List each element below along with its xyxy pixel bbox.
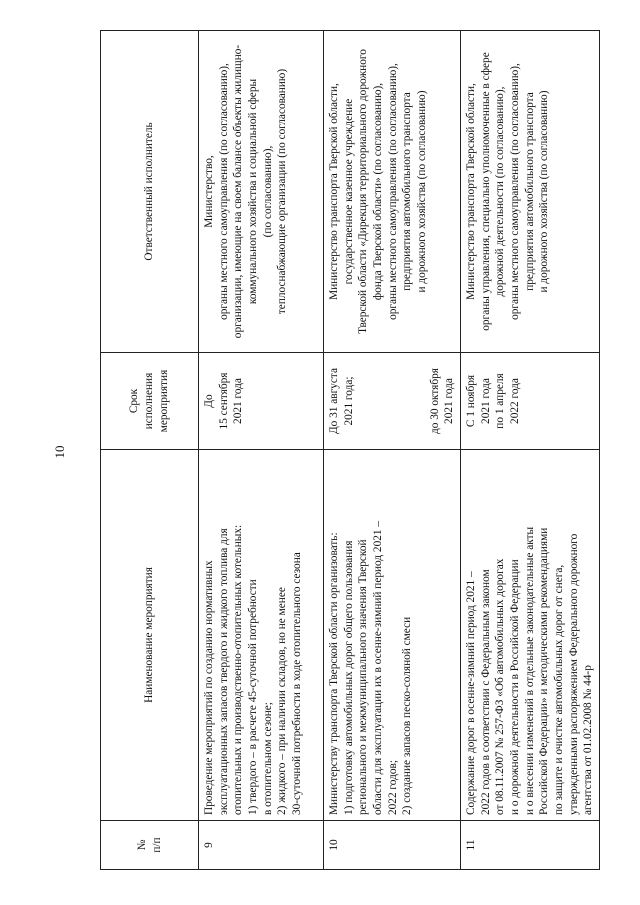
row-term: До 15 сентября 2021 года [199,353,324,450]
row-number: 10 [324,821,461,870]
table-row [199,31,324,870]
row-measure-name: Министерству транспорта Тверской области организовать: 1) подготовку автомобильных дорог общего пользования регионального и межмуниципального значения Тверской области для эксплуатации их в осенне-зимний период 2021 – 2022 годов; 2) создание запасов песко-соляной смеси [324,450,461,821]
measures-table [100,30,600,870]
row-measure-name: Проведение мероприятий по созданию нормативных эксплуатационных запасов твердого и жидкого топлива для отопительных и производственно-отопительных котельных: 1) твердого – в расчете 45-суточной потребности в отопительном сезоне; 2) жидкого – при наличии складов, но не менее 30-суточной потребности в ходе отопительного сезона [199,450,324,821]
header-responsible: Ответственный исполнитель [101,31,199,353]
table-row [461,31,600,870]
page-number: 10 [52,445,67,459]
row-term: С 1 ноября 2021 года по 1 апреля 2022 года [461,353,600,450]
table-header-row [101,31,199,870]
row-number: 9 [199,821,324,870]
table-row [324,31,461,870]
row-term [324,353,461,450]
header-measure-name: Наименование мероприятия [101,450,199,821]
row-responsible: Министерство транспорта Тверской области, органы управления, специально уполномоченные в сфере дорожной деятельности (по согласованию), органы местного самоуправления (по согласованию), предприятия автомобильного транспорта и дорожного хозяйства (по согласованию) [461,31,600,353]
row-responsible: Министерство, органы местного самоуправления (по согласованию), организации, имеющие на своем балансе объекты жилищно- коммунального хозяйства и социальной сферы (по согласованию), теплоснабжающие организации (по согласованию) [199,31,324,353]
row-measure-name: Содержание дорог в осенне-зимний период 2021 – 2022 годов в соответствии с Федеральным законом от 08.11.2007 № 257-ФЗ «Об автомобильных дорогах и о дорожной деятельности в Российской Федерации и о внесении изменений в отдельные законодательные акты Российской Федерации» и методическими рекомендациями по защите и очистке автомобильных дорог от снега, утвержденными распоряжением Федерального дорожного агентства от 01.02.2008 № 44-р [461,450,600,821]
row-responsible: Министерство транспорта Тверской области, государственное казенное учреждение Тверской области «Дирекция территориального дорожного фонда Тверской области» (по согласованию), органы местного самоуправления (по согласованию), предприятия автомобильного транспорта и дорожного хозяйства (по согласованию) [324,31,461,353]
row-number: 11 [461,821,600,870]
rotated-table-container [100,30,600,870]
row-term-first: До 31 августа 2021 года; [328,367,355,435]
header-number: № п/п [101,821,199,870]
header-term: Срок исполнения мероприятия [101,353,199,450]
row-term-second: до 30 октября 2021 года [428,368,456,434]
